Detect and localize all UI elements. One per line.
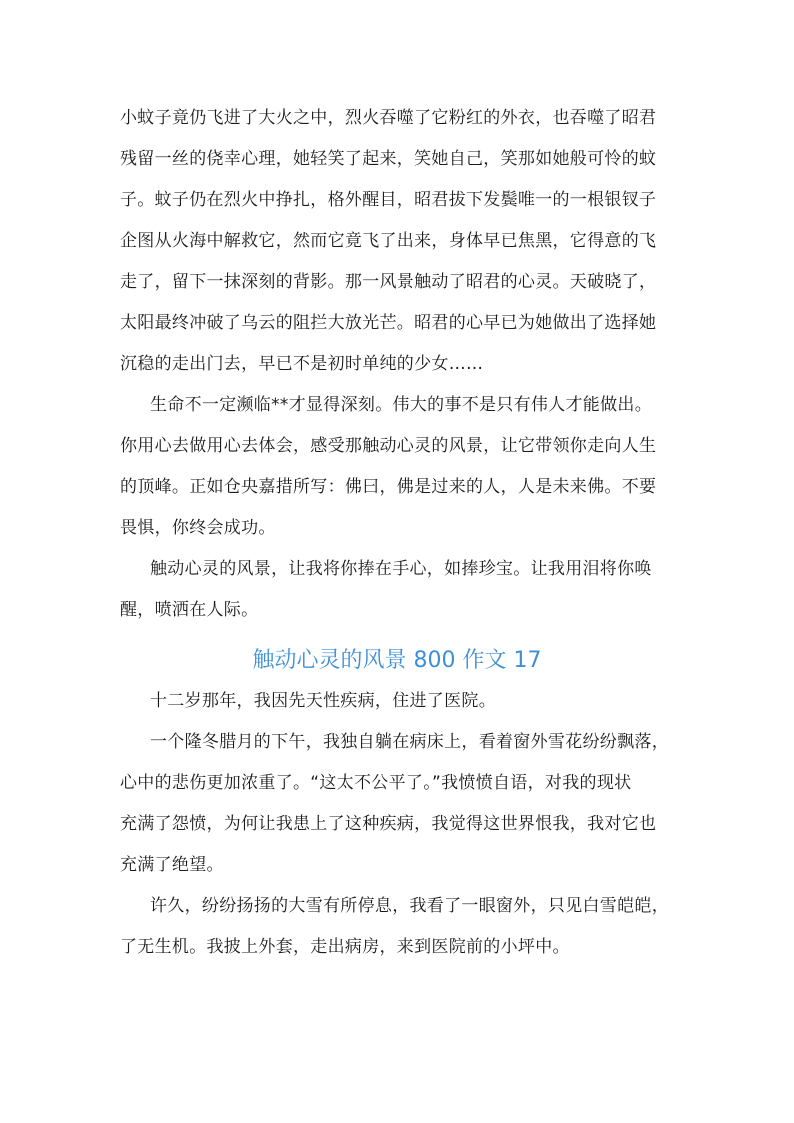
text-line: 子。蚊子仍在烈火中挣扎，格外醒目，昭君拔下发鬓唯一的一根银钗子 xyxy=(120,190,657,210)
text-line: 小蚊子竟仍飞进了大火之中，烈火吞噬了它粉红的外衣，也吞噬了昭君 xyxy=(120,108,657,128)
text-line: 心中的悲伤更加浓重了。“这太不公平了。”我愤愤自语，对我的现状 xyxy=(120,773,632,793)
text-line: 畏惧，你终会成功。 xyxy=(120,518,276,538)
body-text-bottom xyxy=(120,681,680,968)
text-line: 你用心去做用心去体会，感受那触动心灵的风景，让它带领你走向人生 xyxy=(120,436,657,456)
text-line: 充满了绝望。 xyxy=(120,855,224,875)
text-line: 残留一丝的侥幸心理，她轻笑了起来，笑她自己，笑那如她般可怜的蚊 xyxy=(120,149,657,169)
text-line: 走了，留下一抹深刻的背影。那一风景触动了昭君的心灵。天破晓了， xyxy=(120,272,657,292)
paragraph xyxy=(120,722,680,886)
text-line: 许久，纷纷扬扬的大雪有所停息，我看了一眼窗外，只见白雪皑皑， xyxy=(150,896,669,916)
text-line: 充满了怨愤，为何让我患上了这种疾病，我觉得这世界恨我，我对它也 xyxy=(120,814,657,834)
paragraph xyxy=(120,549,680,631)
body-text-top xyxy=(120,98,680,631)
section-heading: 触动心灵的风景 800 作文 17 xyxy=(252,648,542,673)
text-line: 太阳最终冲破了乌云的阻拦大放光芒。昭君的心早已为她做出了选择她 xyxy=(120,313,657,333)
text-line: 企图从火海中解救它，然而它竟飞了出来，身体早已焦黑，它得意的飞 xyxy=(120,231,657,251)
text-line: 生命不一定濒临**才显得深刻。伟大的事不是只有伟人才能做出。 xyxy=(150,395,652,415)
text-line: 了无生机。我披上外套，走出病房，来到医院前的小坪中。 xyxy=(120,937,570,957)
text-line: 十二岁那年，我因先天性疾病，住进了医院。 xyxy=(150,691,496,711)
text-line: 醒，喷洒在人际。 xyxy=(120,600,259,620)
paragraph xyxy=(120,681,680,722)
text-line: 触动心灵的风景，让我将你捧在手心，如捧珍宝。让我用泪将你唤 xyxy=(150,559,652,579)
paragraph xyxy=(120,385,680,549)
text-line: 的顶峰。正如仓央嘉措所写：佛曰，佛是过来的人，人是未来佛。不要 xyxy=(120,477,657,497)
text-line: 沉稳的走出门去，早已不是初时单纯的少女…… xyxy=(120,354,484,374)
text-line: 一个隆冬腊月的下午，我独自躺在病床上，看着窗外雪花纷纷飘落， xyxy=(150,732,669,752)
paragraph xyxy=(120,886,680,968)
paragraph xyxy=(120,98,680,385)
